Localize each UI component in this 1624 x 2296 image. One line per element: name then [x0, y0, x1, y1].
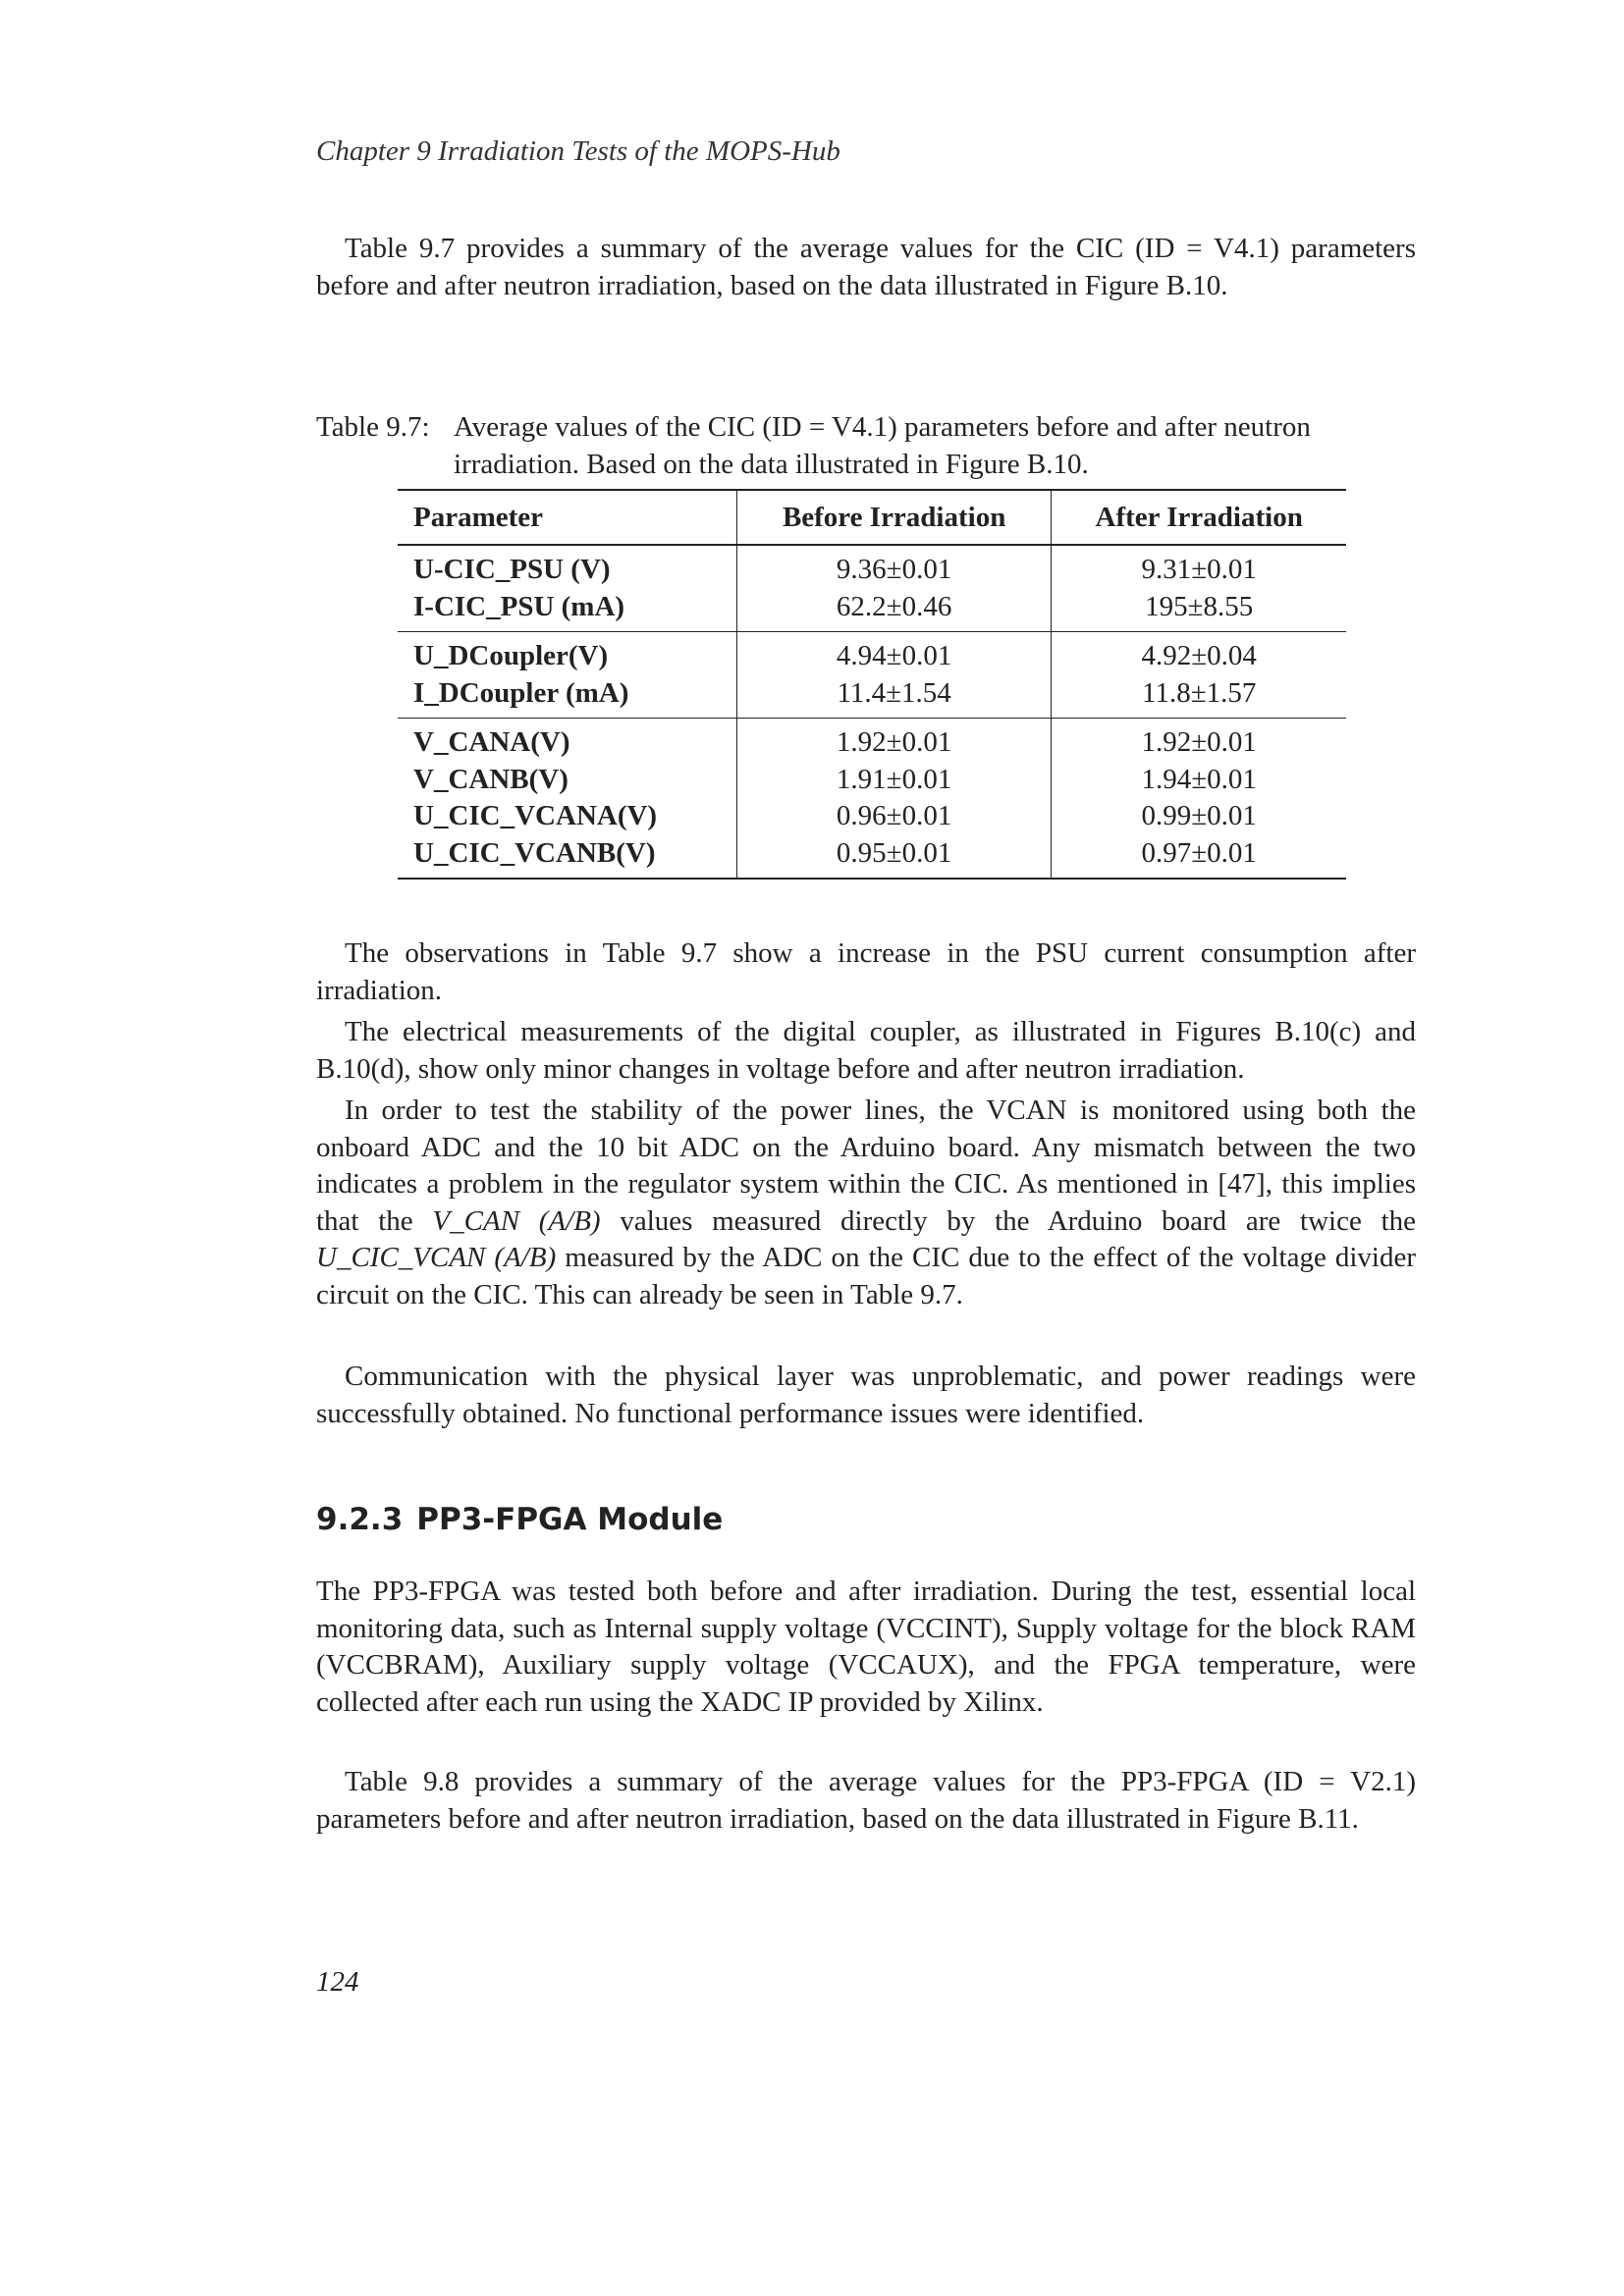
- table-row: [398, 632, 1346, 675]
- row-after-value: 0.97±0.01: [1052, 835, 1346, 880]
- row-parameter: V_CANA(V): [413, 726, 570, 758]
- row-after-value: 1.92±0.01: [1052, 719, 1346, 762]
- row-parameter: V_CANB(V): [413, 763, 568, 795]
- running-head: Chapter 9 Irradiation Tests of the MOPS-Hub: [316, 135, 840, 167]
- section-paragraph-1: The PP3-FPGA was tested both before and after irradiation. During the test, essential local monitoring data, such as Internal supply voltage (VCCINT), Supply voltage for the block RAM (VCCBRAM), Auxiliary supply voltage (VCCAUX), and the FPGA temperature, were collected after each run using the XADC IP provided by Xilinx.: [316, 1575, 1416, 1718]
- row-before-value: 9.36±0.01: [736, 545, 1052, 589]
- row-before-value: 0.95±0.01: [736, 835, 1052, 880]
- row-before-value: 1.92±0.01: [736, 719, 1052, 762]
- table-row: [398, 835, 1346, 880]
- body-paragraph-3-part-1: In order to test the stability of the power lines, the VCAN is monitored using both the onboard ADC and the 10 bit ADC on the Arduino board. Any mismatch between the two indicates a problem in the regulator system within the CIC. As mentioned in [47], this implies that the: [316, 1095, 1416, 1237]
- row-before-value: 1.91±0.01: [736, 762, 1052, 799]
- row-parameter: I-CIC_PSU (mA): [398, 589, 736, 632]
- body-paragraph-3-part-2: values measured directly by the Arduino board are twice the: [600, 1204, 1416, 1237]
- body-paragraph-3: [316, 1093, 1416, 1313]
- row-before-value: 62.2±0.46: [736, 589, 1052, 632]
- row-after-value: 4.92±0.04: [1052, 632, 1346, 675]
- row-after-value: 0.99±0.01: [1052, 798, 1346, 835]
- body-paragraph-3-emphasis-2: U_CIC_VCAN (A/B): [316, 1242, 557, 1273]
- body-paragraph-1: The observations in Table 9.7 show a increase in the PSU current consumption after irradiation.: [316, 937, 1416, 1006]
- section-number: 9.2.3: [316, 1502, 404, 1537]
- table-header-row: [398, 490, 1346, 545]
- section-title: PP3-FPGA Module: [416, 1502, 724, 1537]
- table-row: [398, 589, 1346, 632]
- row-after-value: 9.31±0.01: [1052, 545, 1346, 589]
- body-paragraph-4: Communication with the physical layer was unproblematic, and power readings were successfully obtained. No functional performance issues were identified.: [316, 1361, 1416, 1429]
- row-before-value: 11.4±1.54: [736, 675, 1052, 719]
- results-table: [398, 489, 1346, 880]
- table-caption-text: Average values of the CIC (ID = V4.1) parameters before and after neutron irradiation. Based on the data illustrated in Figure B.10.: [454, 411, 1311, 480]
- table-row: [398, 719, 1346, 762]
- row-parameter: U-CIC_PSU (V): [413, 554, 611, 585]
- table-row: [398, 675, 1346, 719]
- section-paragraph-2: Table 9.8 provides a summary of the average values for the PP3-FPGA (ID = V2.1) parameters before and after neutron irradiation, based on the data illustrated in Figure B.11.: [316, 1766, 1416, 1835]
- table-caption: [316, 409, 1416, 483]
- intro-paragraph: Table 9.7 provides a summary of the average values for the CIC (ID = V4.1) parameters before and after neutron irradiation, based on the data illustrated in Figure B.10.: [316, 233, 1416, 301]
- row-before-value: 4.94±0.01: [736, 632, 1052, 675]
- row-after-value: 1.94±0.01: [1052, 762, 1346, 799]
- column-header-parameter: Parameter: [398, 490, 736, 545]
- table-row: [398, 798, 1346, 835]
- table-row: [398, 762, 1346, 799]
- table-row: [398, 545, 1346, 589]
- row-parameter: U_DCoupler(V): [413, 640, 609, 671]
- row-parameter: U_CIC_VCANA(V): [413, 800, 658, 831]
- column-header-before: Before Irradiation: [736, 490, 1052, 545]
- body-paragraph-3-emphasis-1: V_CAN (A/B): [432, 1204, 601, 1237]
- table-caption-label: Table 9.7:: [316, 411, 430, 443]
- row-after-value: 11.8±1.57: [1052, 675, 1346, 719]
- body-paragraph-3-part-3: measured by the ADC on the CIC due to the effect of the voltage divider circuit on the CIC. This can already be seen in Table 9.7.: [316, 1242, 1416, 1310]
- row-parameter: U_CIC_VCANB(V): [398, 835, 736, 880]
- column-header-after: After Irradiation: [1052, 490, 1346, 545]
- section-heading: [316, 1502, 723, 1537]
- page-number: 124: [316, 1966, 359, 1998]
- body-paragraph-2: The electrical measurements of the digital coupler, as illustrated in Figures B.10(c) and B.10(d), show only minor changes in voltage before and after neutron irradiation.: [316, 1016, 1416, 1085]
- row-before-value: 0.96±0.01: [736, 798, 1052, 835]
- row-after-value: 195±8.55: [1052, 589, 1346, 632]
- row-parameter: I_DCoupler (mA): [398, 675, 736, 719]
